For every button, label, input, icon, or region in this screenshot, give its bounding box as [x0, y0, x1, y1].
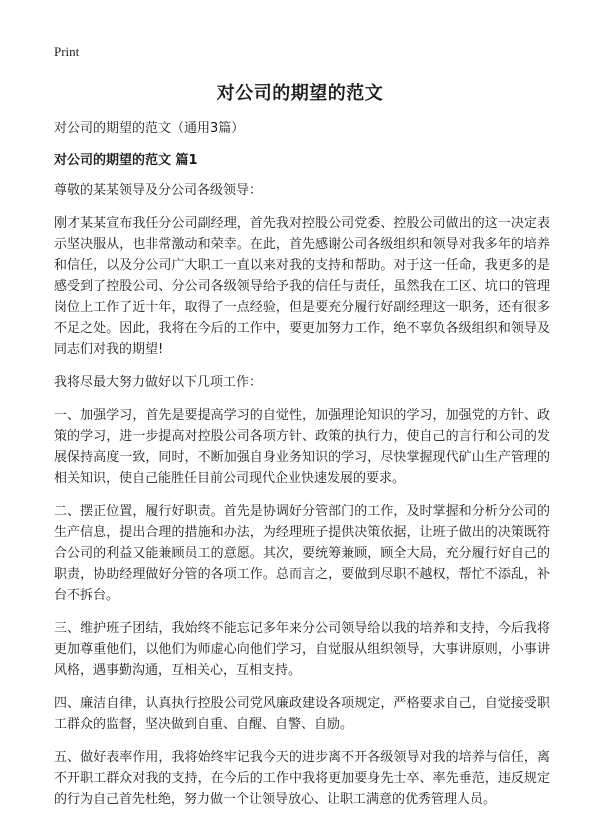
body-paragraph: 一、加强学习，首先是要提高学习的自觉性，加强理论知识的学习，加强党的方针、政策的学习，进一步提高对控股公司各项方针、政策的执行力，使自己的言行和公司的发展保持高度一致，同时，不断加强自身业务知识的学习，尽快掌握现代矿山生产管理的相关知识，使自己能胜任目前公司现代企业快速发展的要求。 — [54, 408, 550, 486]
article-heading: 对公司的期望的范文 篇1 — [54, 153, 198, 168]
page-title: 对公司的期望的范文 — [216, 83, 384, 104]
body-paragraph: 四、廉洁自律，认真执行控股公司党风廉政建设各项规定，严格要求自己，自觉接受职工群众的监督，坚决做到自重、自醒、自警、自励。 — [54, 696, 550, 732]
document-body — [54, 118, 550, 822]
body-paragraph: 刚才某某宣布我任分公司副经理，首先我对控股公司党委、控股公司做出的这一决定表示坚决服从，也非常激动和荣幸。在此，首先感谢公司各级组织和领导对我多年的培养和信任，以及分公司广大职工一直以来对我的支持和帮助。对于这一任命，我更多的是感受到了控股公司、分公司各级领导给予我的信任与责任，虽然我在工区、坑口的管理岗位上工作了近十年，取得了一点经验，但是要充分履行好副经理这一职务，还有很多不足之处。因此，我将在今后的工作中，要更加努力工作，绝不辜负各级组织和领导及同志们对我的期望! — [54, 216, 550, 357]
body-paragraph: 二、摆正位置，履行好职责。首先是协调好分管部门的工作，及时掌握和分析分公司的生产信息，提出合理的措施和办法，为经理班子提供决策依据，让班子做出的决策既符合公司的利益又能兼顾员工的意愿。其次，要统筹兼顾，顾全大局，充分履行好自己的职责，协助经理做好分管的各项工作。总而言之，要做到尽职不越权，帮忙不添乱，补台不拆台。 — [54, 504, 550, 603]
body-paragraph: 五、做好表率作用，我将始终牢记我今天的进步离不开各级领导对我的培养与信任，离不开职工群众对我的支持，在今后的工作中我将更加要身先士卒、率先垂范，违反规定的行为自己首先杜绝，努力做一个让领导放心、让职工满意的优秀管理人员。 — [54, 750, 550, 807]
print-label[interactable]: Print — [54, 44, 80, 59]
document-subtitle: 对公司的期望的范文（通用3篇） — [54, 121, 245, 136]
body-paragraph: 我将尽最大努力做好以下几项工作： — [54, 375, 263, 390]
salutation-paragraph: 尊敬的某某领导及分公司各级领导： — [54, 183, 263, 198]
body-paragraph: 三、维护班子团结，我始终不能忘记多年来分公司领导给以我的培养和支持，今后我将更加尊重他们，以他们为师虚心向他们学习，自觉服从组织领导，大事讲原则，小事讲风格，遇事勤沟通，互相关心，互相支持。 — [54, 621, 550, 678]
